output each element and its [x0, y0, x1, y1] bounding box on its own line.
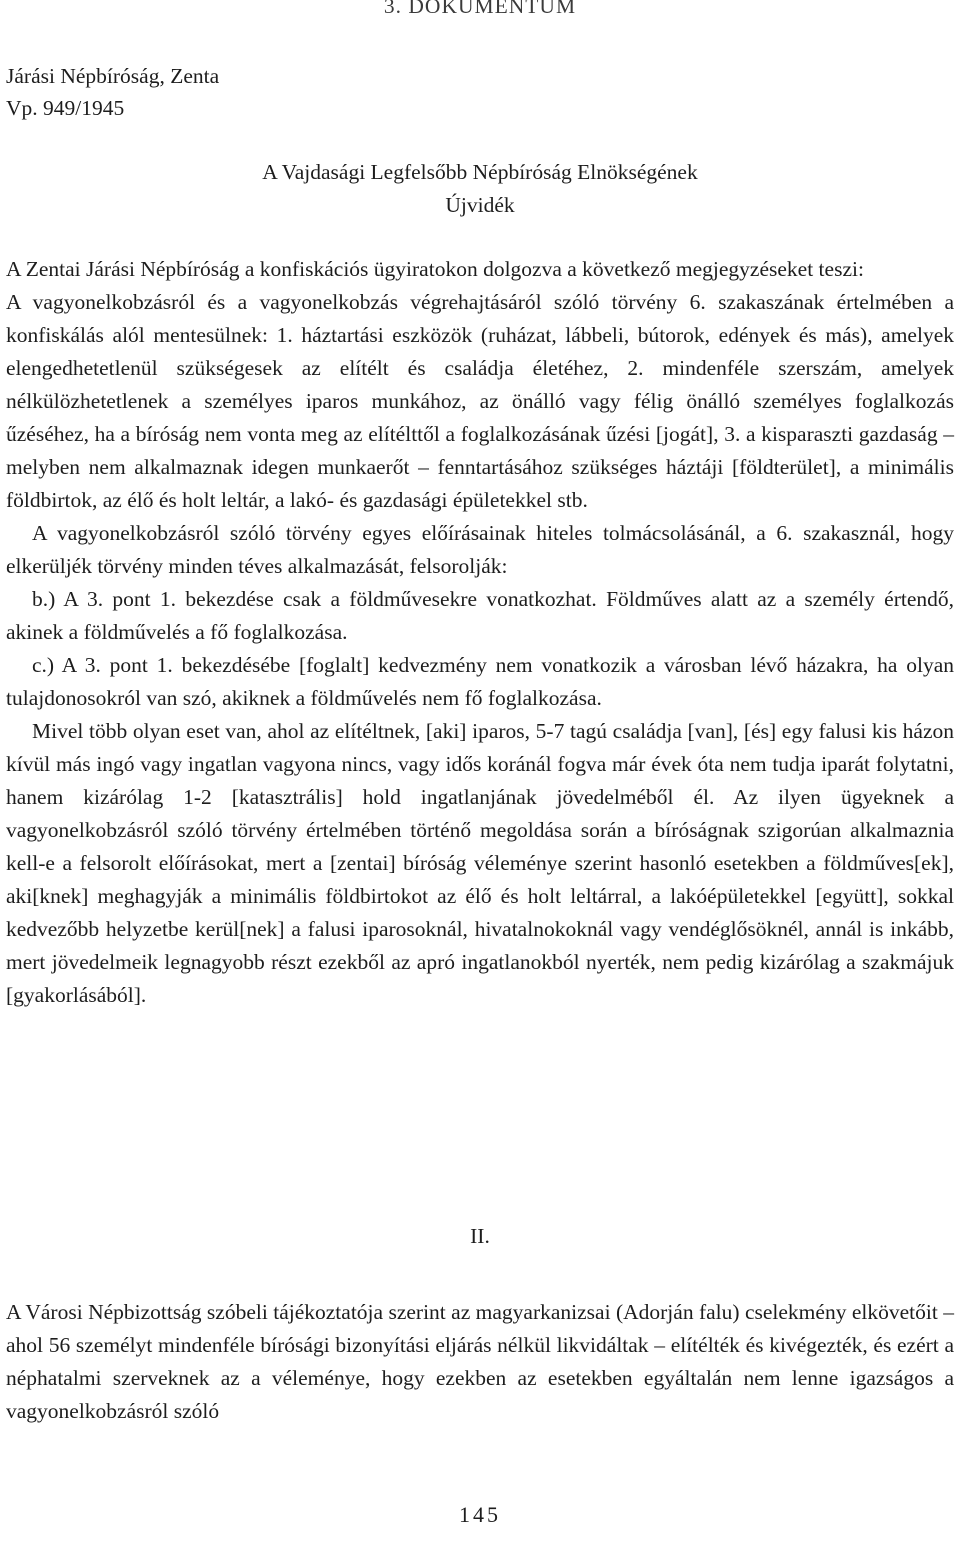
paragraph-interpretation: A vagyonelkobzásról szóló törvény egyes előírásainak hiteles tolmácsolásánál, a 6. szakasznál, hogy elkerüljék törvény minden téves alkalmazását, felsorolják: — [6, 521, 954, 578]
paragraph-section-two: A Városi Népbizottság szóbeli tájékoztatója szerint az magyarkanizsai (Adorján falu) cselekmény elkövetőit – ahol 56 személyt mindenféle bírósági bizonyítási eljárás nélkül likvidáltak – elítélték és kivégezték, és ezért a néphatalmi szerveknek az a véleménye, hogy ezekben az esetekben egyáltalán nem lenne igazságos a vagyonelkobzásról szóló — [6, 1300, 954, 1423]
paragraph-intro: A Zentai Járási Népbíróság a konfiskációs ügyiratokon dolgozva a következő megjegyzéseket teszi: — [6, 257, 864, 281]
document-header: 3. DOKUMENTUM — [383, 0, 577, 18]
section-body — [6, 1296, 954, 1428]
case-reference: Vp. 949/1945 — [6, 96, 125, 120]
addressee: A Vajdasági Legfelsőbb Népbíróság Elnökségének — [262, 160, 698, 184]
paragraph-point-c: c.) A 3. pont 1. bekezdésébe [foglalt] kedvezmény nem vonatkozik a városban lévő házakra, ha olyan tulajdonosokról van szó, akiknek a földművelés nem fő foglalkozása. — [6, 653, 954, 710]
paragraph-question: Mivel több olyan eset van, ahol az elítéltnek, [aki] iparos, 5-7 tagú családja [van], [és] egy falusi kis házon kívül más ingó vagy ingatlan vagyona nincs, vagy idős koránál fogva már évek óta nem tudja iparát folytatni, hanem kizárólag 1-2 [katasztrális] hold ingatlanjának jövedelméből él. Az ilyen ügyeknek a vagyonelkobzásról szóló törvény értelmében történő megoldása során a bíróságnak szigorúan alkalmaznia kell-e a felsorolt előírásokat, mert a [zentai] bíróság véleménye szerint hasonló esetekben a földműves[ek], aki[knek] meghagyják a minimális földbirtokot az élő és holt leltárral, a lakóépületekkel [együtt], sokkal kedvezőbb helyzetbe kerül[nek] a falusi iparosoknál, hivatalnokoknál vagy vendéglősöknél, annál is inkább, mert jövedelmeik legnagyobb részt ezekből az apró ingatlanokból nyerték, nem pedig kizárólag a szakmájuk [gyakorlásából]. — [6, 719, 954, 1007]
addressee-city: Újvidék — [445, 193, 515, 217]
paragraph-point-b: b.) A 3. pont 1. bekezdése csak a földművesekre vonatkozhat. Földműves alatt az a személy értendő, akinek a földművelés a fő foglalkozása. — [6, 587, 954, 644]
section-heading: II. — [470, 1224, 490, 1248]
paragraph-exemptions: A vagyonelkobzásról és a vagyonelkobzás végrehajtásáról szóló törvény 6. szakaszának értelmében a konfiskálás alól mentesülnek: 1. háztartási eszközök (ruházat, lábbeli, bútorok, edények és más), amelyek elengedhetetlenül szükségesek az elítélt és családja életéhez, 2. mindenféle szerszám, amelyek nélkülözhetetlenek a személyes iparos munkához, az önálló vagy félig önálló személyes foglalkozás űzéséhez, ha a bíróság nem vonta meg az elítélttől a foglalkozásának űzési [jogát], 3. a kisparaszti gazdaság – melyben nem alkalmaznak idegen munkaerőt – fenntartásához szükséges háztáji [földterület], a minimális földbirtok, az élő és holt leltár, a lakó- és gazdasági épületekkel stb. — [6, 290, 954, 512]
page-number: 145 — [459, 1502, 501, 1527]
court-name: Járási Népbíróság, Zenta — [6, 64, 220, 88]
document-body — [6, 253, 954, 1012]
